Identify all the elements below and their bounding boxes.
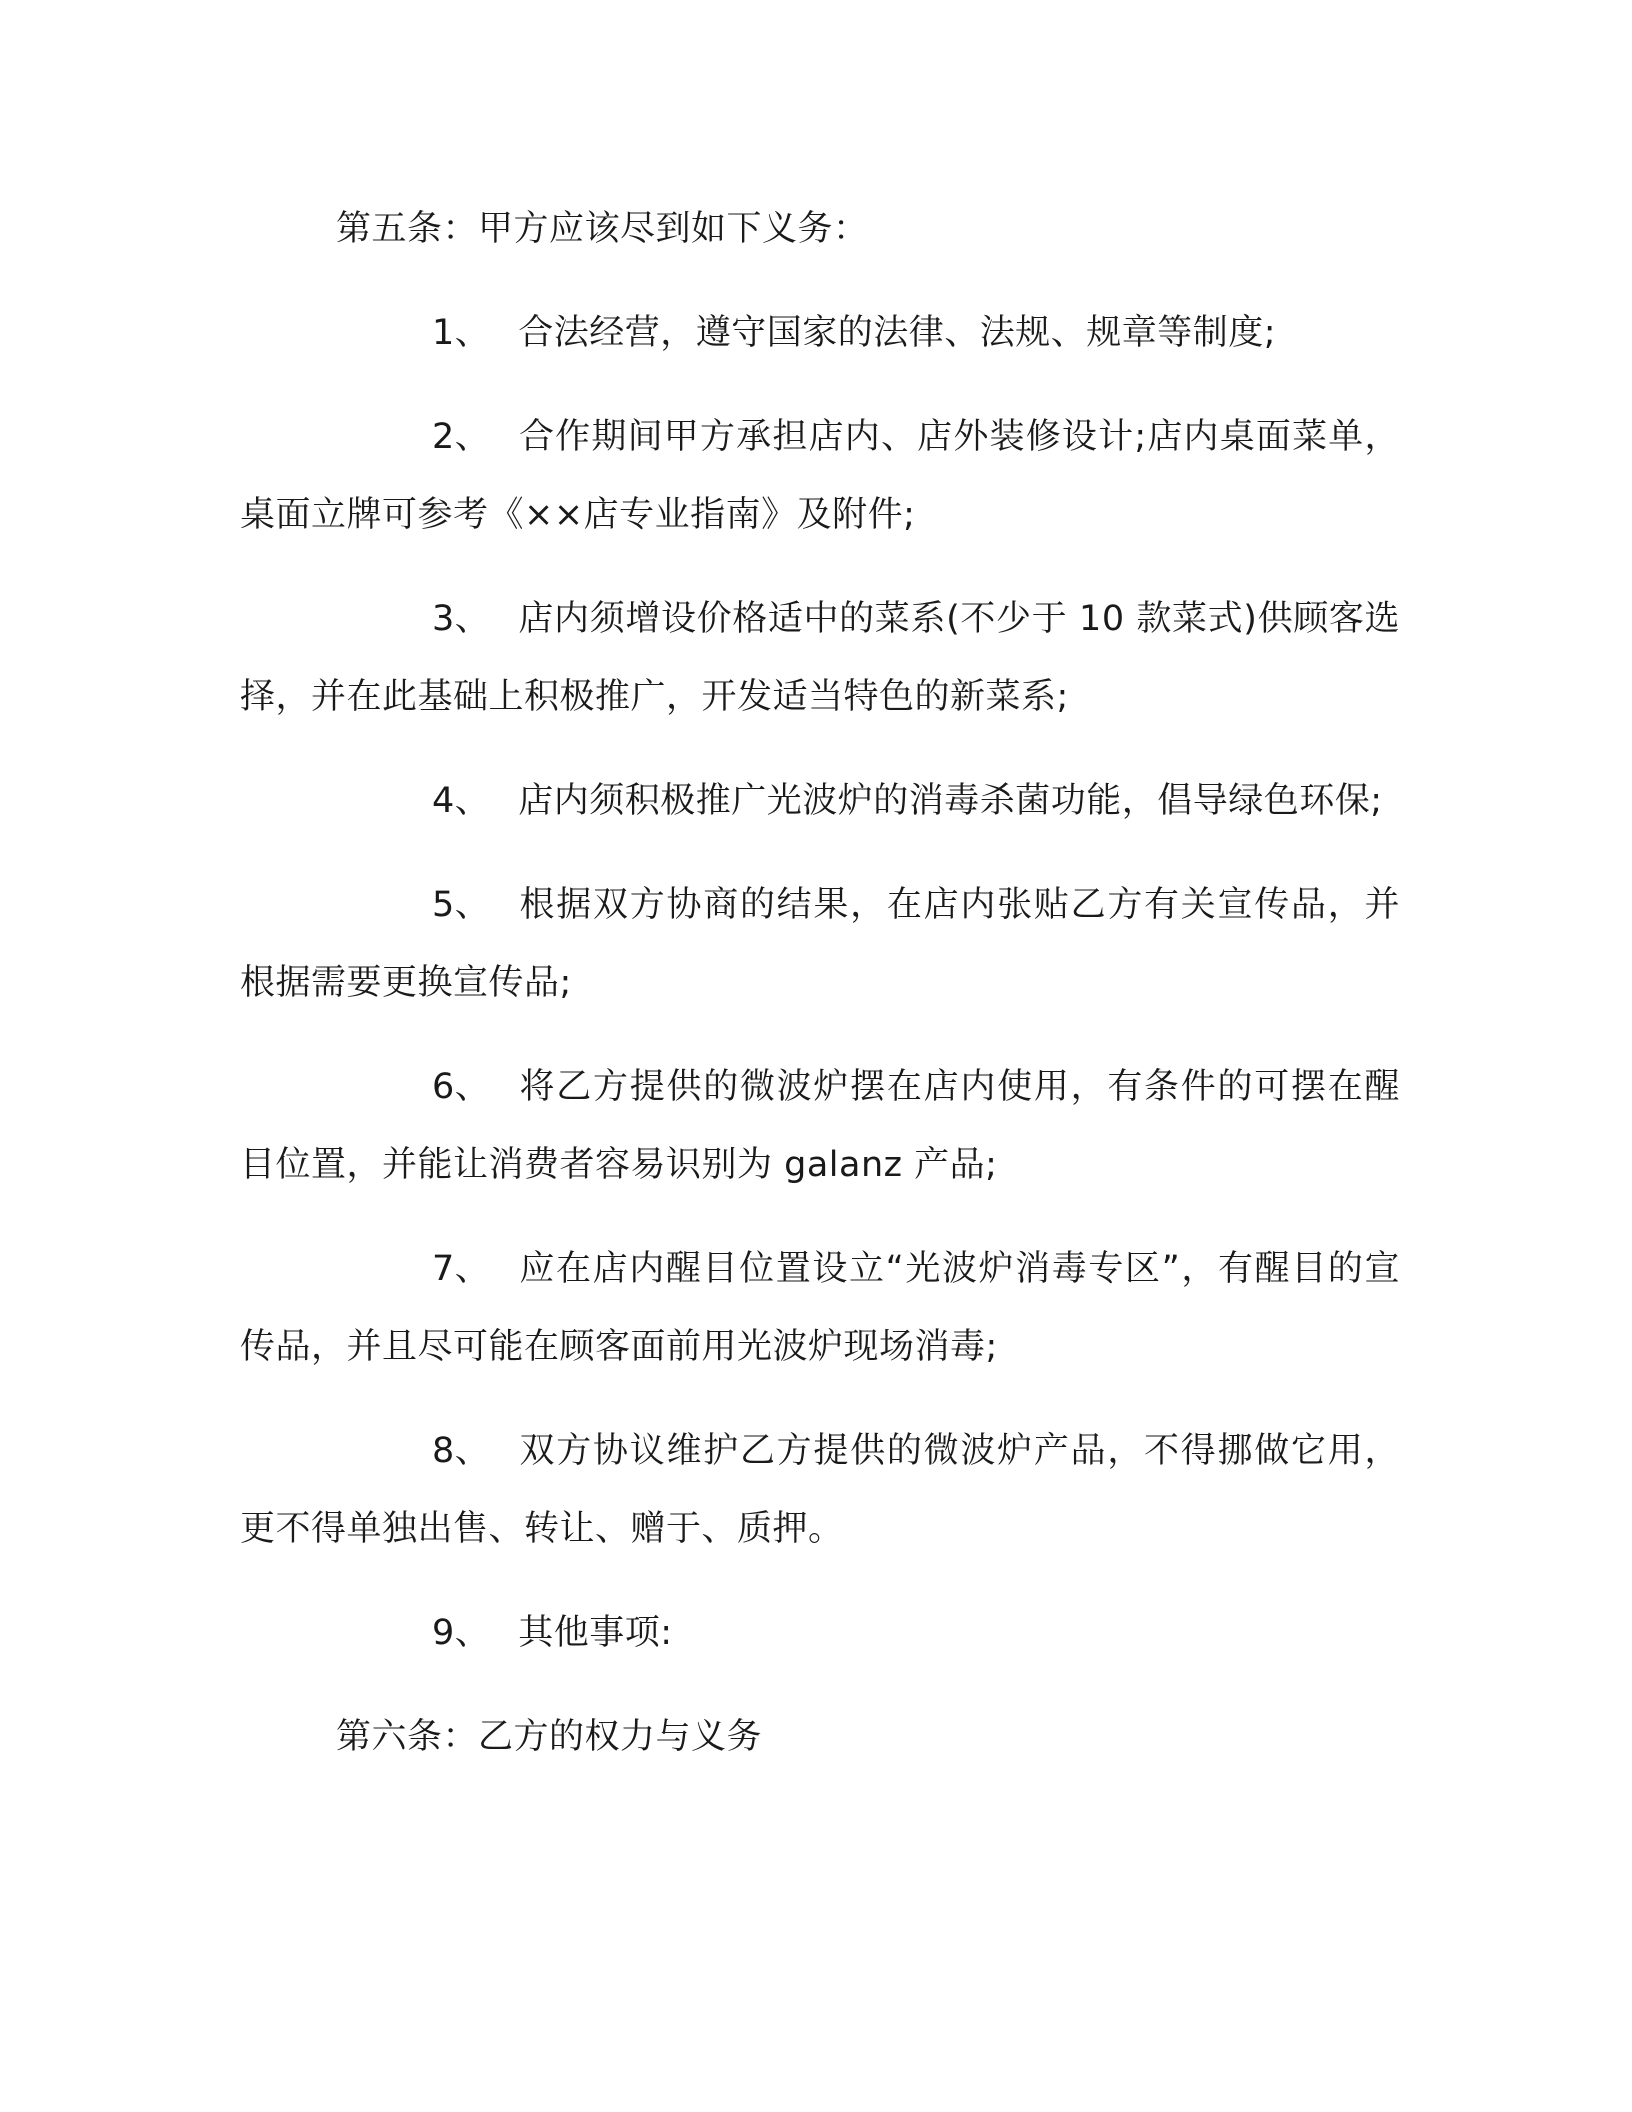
clause-2 <box>240 398 1400 554</box>
clause-7 <box>240 1230 1400 1386</box>
clause-number: 6、 <box>432 1067 491 1107</box>
clause-text: 其他事项: <box>518 1613 673 1653</box>
article-5-heading: 第五条：甲方应该尽到如下义务： <box>336 209 869 249</box>
clause-number: 8、 <box>432 1431 491 1471</box>
clause-4 <box>240 762 1400 840</box>
clause-6 <box>240 1048 1400 1204</box>
article-6-heading: 第六条：乙方的权力与义务 <box>336 1717 763 1757</box>
clause-text: 应在店内醒目位置设立“光波炉消毒专区”，有醒目的宣传品，并且尽可能在顾客面前用光波炉现场消毒; <box>240 1249 1400 1367</box>
clause-8 <box>240 1412 1400 1568</box>
clause-number: 9、 <box>432 1613 491 1653</box>
clause-text: 合法经营，遵守国家的法律、法规、规章等制度; <box>518 313 1277 353</box>
clause-text: 双方协议维护乙方提供的微波炉产品，不得挪做它用，更不得单独出售、转让、赠于、质押。 <box>240 1431 1400 1549</box>
clause-number: 2、 <box>432 417 491 457</box>
clause-3 <box>240 580 1400 736</box>
clause-text: 店内须积极推广光波炉的消毒杀菌功能，倡导绿色环保; <box>518 781 1383 821</box>
clause-text: 将乙方提供的微波炉摆在店内使用，有条件的可摆在醒目位置，并能让消费者容易识别为 galanz 产品; <box>240 1067 1400 1185</box>
clause-1 <box>240 294 1400 372</box>
clause-9 <box>240 1594 1400 1672</box>
clause-5 <box>240 866 1400 1022</box>
clause-text: 店内须增设价格适中的菜系(不少于 10 款菜式)供顾客选择，并在此基础上积极推广，开发适当特色的新菜系; <box>240 599 1400 717</box>
document-body <box>240 190 1400 1802</box>
clause-number: 4、 <box>432 781 491 821</box>
clause-number: 1、 <box>432 313 491 353</box>
clause-number: 5、 <box>432 885 491 925</box>
clause-text: 合作期间甲方承担店内、店外装修设计;店内桌面菜单，桌面立牌可参考《××店专业指南》及附件; <box>240 417 1400 535</box>
clause-number: 7、 <box>432 1249 491 1289</box>
clause-number: 3、 <box>432 599 491 639</box>
clause-text: 根据双方协商的结果，在店内张贴乙方有关宣传品，并根据需要更换宣传品; <box>240 885 1400 1003</box>
